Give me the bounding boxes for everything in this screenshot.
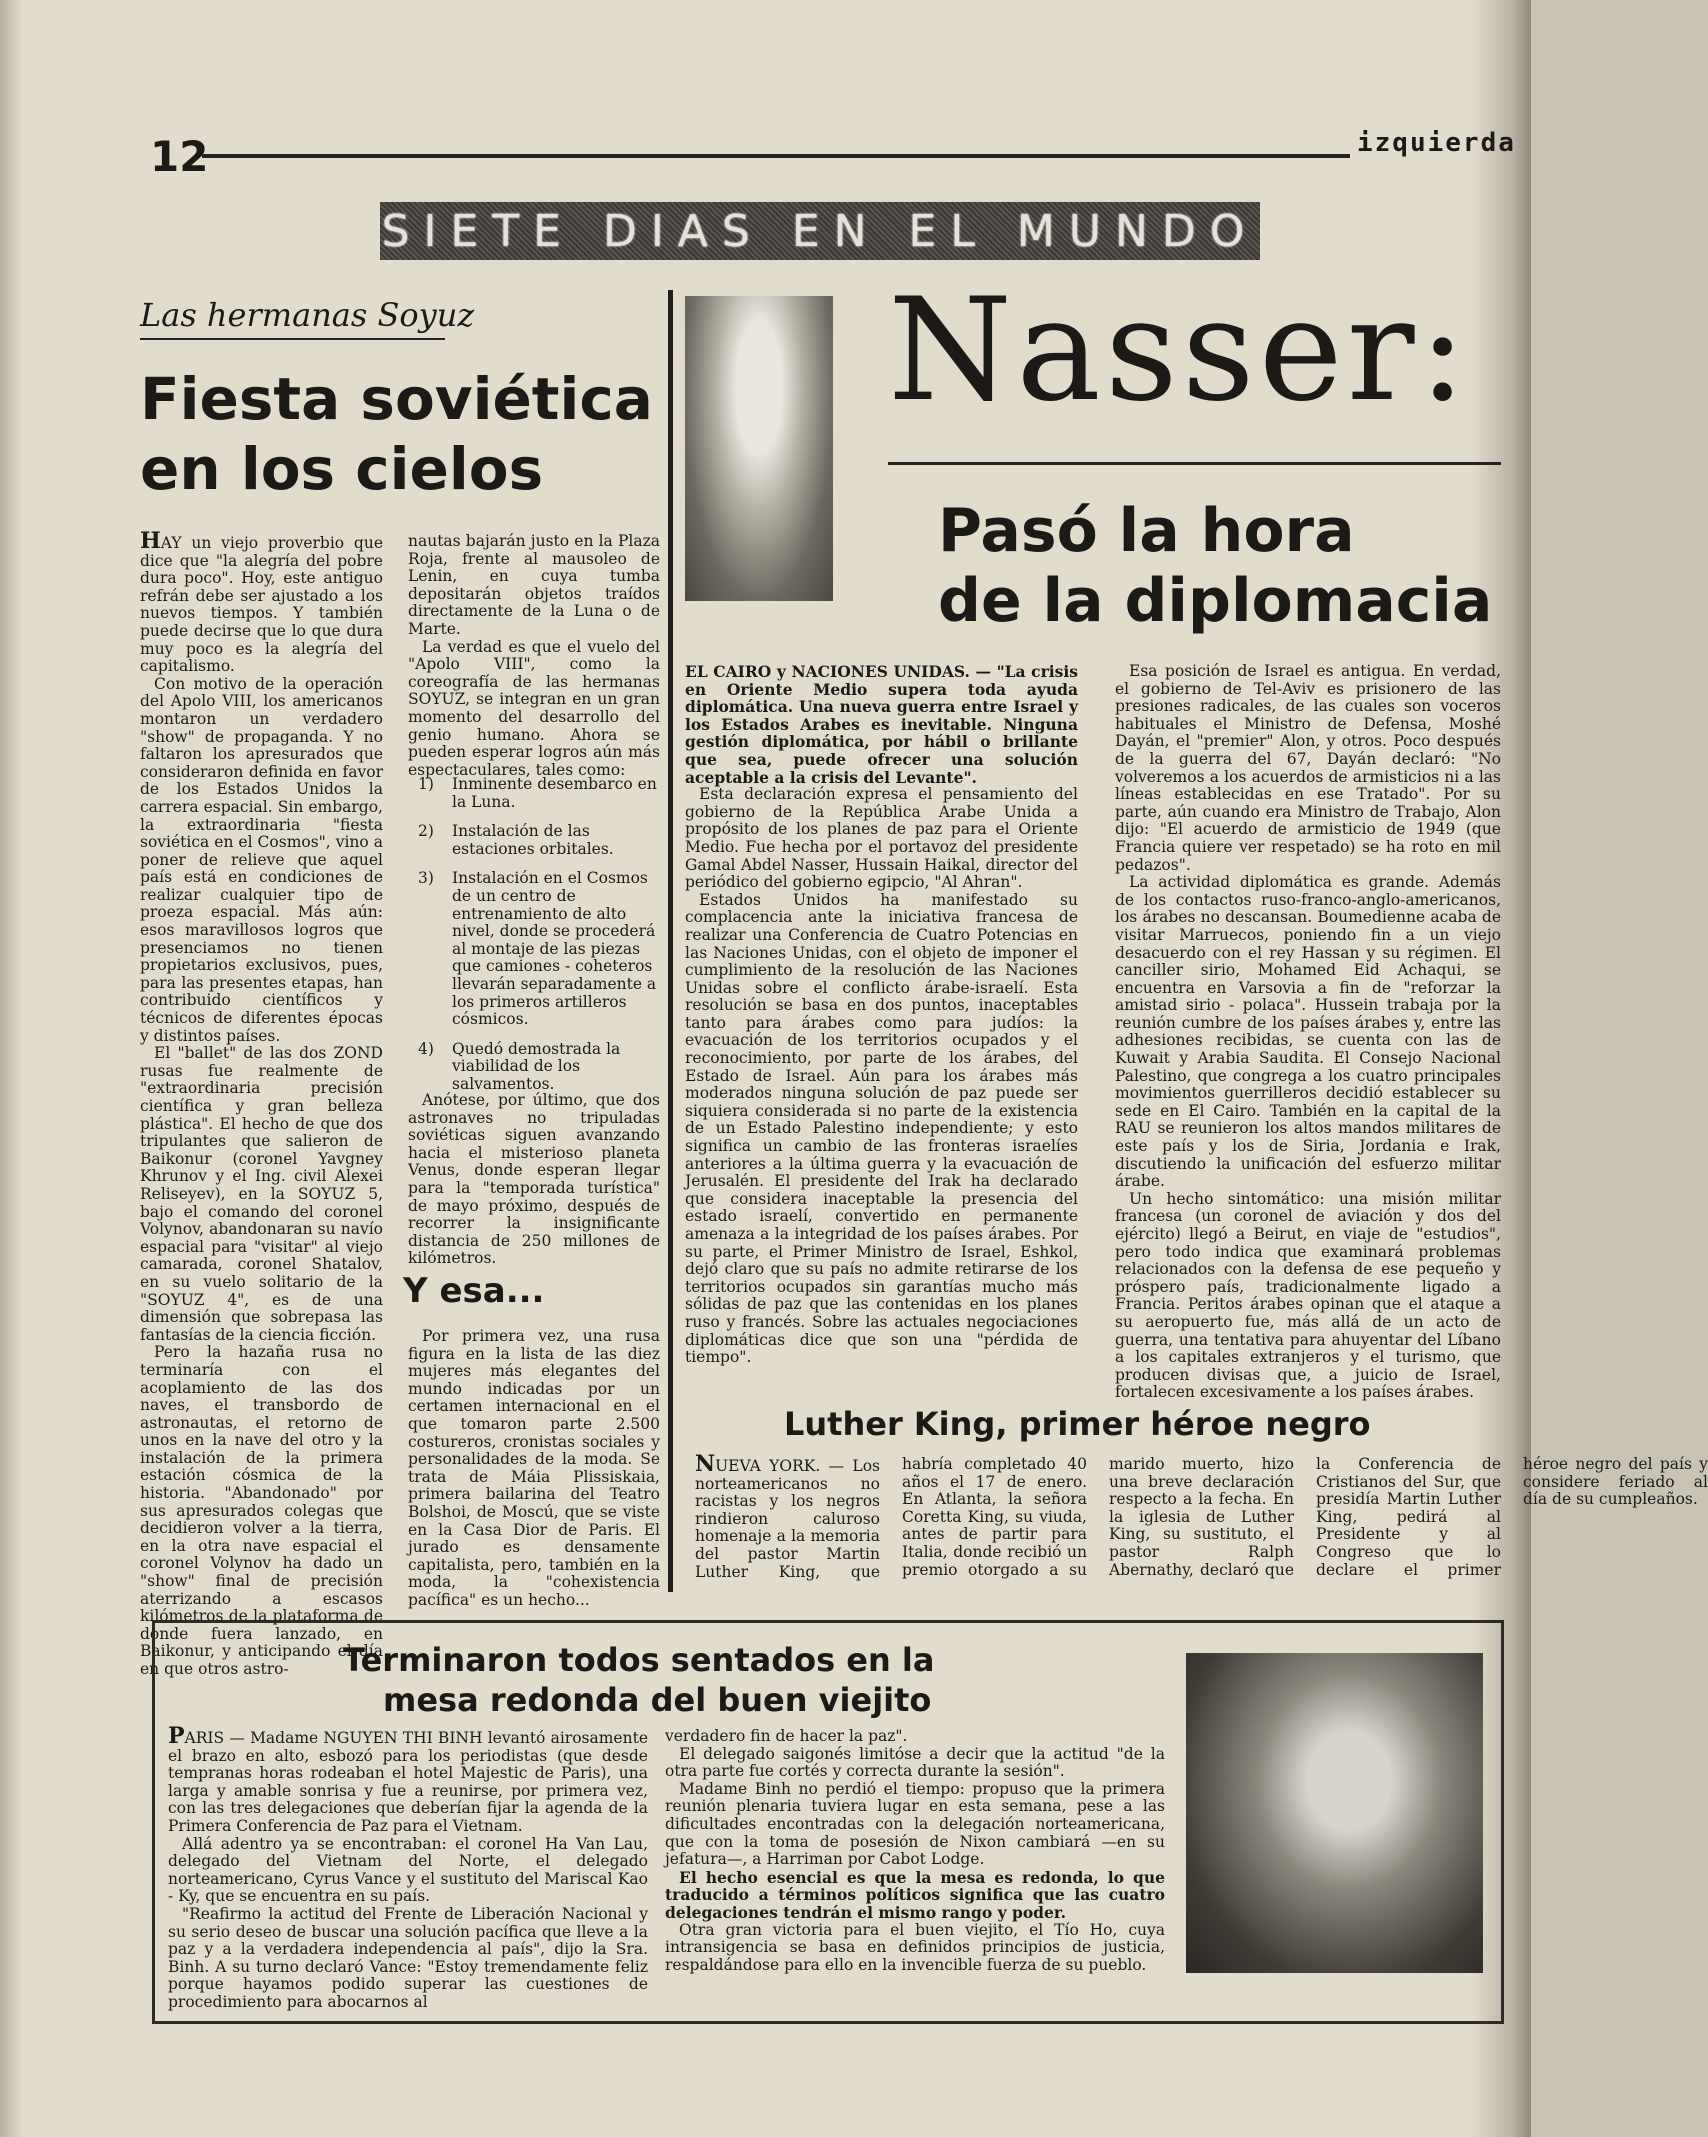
soyuz-title-line1: Fiesta soviética — [140, 365, 653, 433]
nasser-paragraph: Esa posición de Israel es antigua. En verdad, el gobierno de Tel-Aviv es prisionero de las presiones radicales, de las cuales son voceros habituales el Ministro de Defensa, Moshé Dayán, el "premier" Alon, y otros. Poco después de la guerra del 67, Dayán declaró: "No volveremos a los acuerdos de armisticios ni a las líneas establecidas en ese Tratado". Por su parte, aún cuando era Ministro de Trabajo, Alon dijo: "El acuerdo de armisticio de 1949 (que Francia quiere ver respetado) se ha roto en mil pedazos". — [1115, 662, 1501, 874]
list-item-number: 4) — [418, 1039, 434, 1058]
nasser-column-2 — [1115, 663, 1501, 1403]
luther-dropcap: N — [695, 1451, 716, 1477]
list-item — [418, 870, 660, 1028]
soyuz-paragraph: Pero la hazaña rusa no terminaría con el acoplamiento de las dos naves, el transbordo de astronautas, el retorno de unos en la nave del otro y la instalación de la primera estación cósmica de la historia. "Abandonado" por sus apresurados colegas que decidieron volver a la tierra, en la otra nave espacial el coronel Volynov ha dado un "show" final de precisión aterrizando a escasos kilómetros de la plataforma de donde fuera lanzado, en Baikonur, y anticipando el día en que otros astro- — [140, 1343, 383, 1678]
yesa-title: Y esa... — [403, 1271, 545, 1311]
list-item — [418, 823, 660, 858]
list-item-text: Instalación de las estaciones orbitales. — [452, 822, 614, 858]
nasser-title: Nasser: — [888, 268, 1471, 433]
list-item-text: Inminente desembarco en la Luna. — [452, 775, 657, 811]
nasser-paragraph: La actividad diplomática es grande. Además de los contactos ruso-franco-anglo-americanos, los árabes no descansan. Boumedienne acaba de visitar Marruecos, poniendo fin a un viejo desacuerdo con el rey Hassan y su régimen. El canciller sirio, Mohamed Eid Achaqui, se encuentra en Varsovia a fin de "reforzar la amistad sirio - polaca". Hussein trabaja por la reunión cumbre de los países árabes y, entre las adhesiones recibidas, se cuenta con las de Kuwait y Arabia Saudita. El Consejo Nacional Palestino, que congrega a los cuatro principales movimientos guerrilleros decidió establecer su sede en El Cairo. También en la capital de la RAU se reunieron los altos mandos militares de este país y los de Siria, Jordania e Irak, discutiendo la unificación del esfuerzo militar árabe. — [1115, 873, 1501, 1191]
soyuz-paragraph: La verdad es que el vuelo del "Apolo VIII", como la coreografía de las hermanas SOYUZ, se integran en un gran momento del desarrollo del genio humano. Ahora se pueden esperar logros aún más espectaculares, tales como: — [408, 637, 660, 779]
page-left-edge — [0, 0, 22, 2137]
yesa-body: Por primera vez, una rusa figura en la lista de las diez mujeres más elegantes del mundo indicadas por un certamen internacional en el que tomaron parte 2.500 costureros, cronistas sociales y personalidades de la moda. Se trata de Máia Plissiskaia, primera bailarina del Teatro Bolshoi, de Moscú, que se viste en la Casa Dior de Paris. El jurado es densamente capitalista, pero, también en la moda, la "cohexistencia pacífica" es un hecho... — [408, 1327, 660, 1609]
dropcap: H — [140, 528, 161, 554]
paris-column-1 — [168, 1723, 648, 2011]
soyuz-prospects-list — [418, 776, 660, 1106]
header-rule — [202, 154, 1350, 158]
soyuz-paragraph: HAY un viejo proverbio que dice que "la alegría del pobre dura poco". Hoy, este antiguo refrán debe ser ajustado a los nuevos tiempos. Y también puede decirse que lo que dura muy poco es la alegría del capitalismo. — [140, 528, 383, 676]
paris-paragraph: verdadero fin de hacer la paz". — [665, 1727, 908, 1745]
nasser-paragraph: Esta declaración expresa el pensamiento del gobierno de la República Arabe Unida a propósito de los planes de paz para el Oriente Medio. Fue hecha por el portavoz del presidente Gamal Abdel Nasser, Hussain Haikal, director del periódico del gobierno egipcio, "Al Ahran". — [685, 785, 1078, 892]
nasser-subtitle-line2: de la diplomacia — [938, 566, 1493, 636]
nasser-photo — [685, 296, 833, 601]
section-banner — [380, 202, 1260, 260]
list-item-number: 1) — [418, 775, 434, 793]
ho-chi-minh-photo — [1186, 1653, 1483, 1973]
nasser-paragraph: Un hecho sintomático: una misión militar francesa (un coronel de aviación y dos del ejército) llegó a Beirut, en viaje de "estudios", pero todo indica que examinará problemas relacionados con la defensa de ese pequeño y próspero país, tradicionalmente ligado a Francia. Peritos árabes opinan que el ataque a su aeropuerto fue, más allá de un acto de guerra, una tentativa para ahuyentar del Líbano a los capitales extranjeros y el turismo, que producen divisas que, a juicio de Israel, fortalecen excesivamente a los países árabes. — [1115, 1189, 1501, 1402]
luther-title: Luther King, primer héroe negro — [784, 1405, 1371, 1443]
soyuz-paragraph: Con motivo de la operación del Apolo VIII, los americanos montaron un verdadero "show" de propaganda. Y no faltaron los apresurados que consideraron definida en favor de los Estados Unidos la carrera espacial. Sin embargo, la extraordinaria "fiesta soviética en el Cosmos", vino a poner de relieve que aquel país está en condiciones de realizar cualquier tipo de proeza espacial. Más aún: esos maravillosos logros que presenciamos no tienen propietarios exclusivos, pues, para las presentes etapas, han contribuido científicos y técnicos de diferentes épocas y distintos países. — [140, 674, 383, 1045]
soyuz-title-line2: en los cielos — [140, 435, 544, 503]
brand-name: izquierda — [1357, 128, 1516, 158]
paris-title-line2: mesa redonda del buen viejito — [383, 1681, 932, 1719]
list-item-text: Quedó demostrada la viabilidad de los salvamentos. — [452, 1039, 621, 1093]
soyuz-column-2-outro: Anótese, por último, que dos astronaves no tripuladas soviéticas siguen avanzando hacia el misterioso planeta Venus, donde esperan llegar para la "temporada turística" de mayo próximo, después de recorrer la insignificante distancia de 250 millones de kilómetros. — [408, 1091, 660, 1268]
list-item — [418, 776, 660, 811]
paris-paragraph: Madame Binh no perdió el tiempo: propuso que la primera reunión plenaria tuviera lugar en esta semana, pese a las dificultades encontradas con la delegación norteamericana, que con la toma de posesión de Nixon cambiará —en su jefatura—, a Harriman por Cabot Lodge. — [665, 1779, 1165, 1869]
paris-paragraph: Otra gran victoria para el buen viejito, el Tío Ho, cuya intransigencia se basa en definidos principios de justicia, respaldándose para ello en la invencible fuerza de su pueblo. — [665, 1920, 1165, 1974]
luther-body: NUEVA YORK. — Los norteamericanos no racistas y los negros rindieron caluroso homenaje a la memoria del pastor Martin Luther King, que habría completado 40 años el 17 de enero. En Atlanta, la señora Coretta King, su viuda, antes de partir para Italia, donde recibió un premio otorgado a su marido muerto, hizo una breve declaración respecto a la fecha. En la iglesia de Luther King, su sustituto, el pastor Ralph Abernathy, declaró que la Conferencia de Cristianos del Sur, que presidía Martin Luther King, pedirá al Presidente y al Congreso que lo declare el primer héroe negro del país y considere feriado al día de su cumpleaños. — [695, 1451, 1708, 1581]
paris-paragraph: El hecho esencial es que la mesa es redonda, lo que traducido a términos políticos significa que las cuatro delegaciones tendrán el mismo rango y poder. — [665, 1867, 1165, 1922]
list-item — [418, 1041, 660, 1094]
list-item-text: Instalación en el Cosmos de un centro de entrenamiento de alto nivel, donde se procederá al montaje de las piezas que camiones - coheteros llevarán separadamente a los primeros artilleros cósmicos. — [452, 869, 657, 1029]
nasser-subtitle-line1: Pasó la hora — [938, 496, 1355, 566]
paris-paragraph: Allá adentro ya se encontraban: el coronel Ha Van Lau, delegado del Vietnam del Norte, el delegado norteamericano, Cyrus Vance y el sustituto del Mariscal Kao - Ky, que se encuentra en su país. — [168, 1834, 648, 1906]
nasser-title-rule — [888, 462, 1501, 465]
soyuz-column-1 — [140, 528, 383, 1678]
section-banner-text: SIETE DIAS EN EL MUNDO — [381, 205, 1259, 257]
paris-column-2 — [665, 1728, 1165, 2006]
paris-paragraph: "Reafirmo la actitud del Frente de Liberación Nacional y su serio deseo de buscar una solución pacífica que lleve a la paz y a la verdadera independencia al país", dijo la Sra. Binh. A su turno declaró Vance: "Estoy tremendamente feliz porque hayamos podido superar las cuestiones de procedimiento para abocarnos al — [168, 1904, 648, 2011]
list-item-number: 3) — [418, 869, 434, 888]
column-divider — [668, 290, 673, 1592]
dropcap: P — [168, 1723, 185, 1749]
soyuz-paragraph: nautas bajarán justo en la Plaza Roja, frente al mausoleo de Lenin, en cuya tumba depositarán objetos traídos directamente de la Luna o de Marte. — [408, 532, 660, 638]
soyuz-paragraph: El "ballet" de las dos ZOND rusas fue realmente de "extraordinaria precisión científica y gran belleza plástica". El hecho de que dos tripulantes que salieron de Baikonur (coronel Yavgney Khrunov y el Ing. civil Alexei Reliseyev), en la SOYUZ 5, bajo el comando del coronel Volynov, abandonaran su navío espacial para "visitar" al viejo camarada, coronel Shatalov, en su vuelo solitario de la "SOYUZ 4", es de una dimensión que sobrepasa las fantasías de la ciencia ficción. — [140, 1044, 383, 1344]
paris-paragraph: PARIS — Madame NGUYEN THI BINH levantó airosamente el brazo en alto, esbozó para los periodistas (que desde tempranas horas rodeaban el hotel Majestic de Paris), una larga y amable sonrisa y fue a reunirse, por primera vez, con las tres delegaciones que deberían fijar la agenda de la Primera Conferencia de Paz para el Vietnam. — [168, 1723, 648, 1835]
soyuz-kicker: Las hermanas Soyuz — [140, 296, 475, 334]
nasser-paragraph: Estados Unidos ha manifestado su complacencia ante la iniciativa francesa de realizar una Conferencia de Cuatro Potencias en las Naciones Unidas, con el objeto de imponer el cumplimiento de la resolución de las Naciones Unidas sobre el conflicto árabe-israelí. Esta resolución se basa en dos puntos, inaceptables tanto para árabes como para judíos: la evacuación de los territorios ocupados y el reconocimiento, por parte de los árabes, del Estado de Israel. Aún para los árabes más moderados ninguna solución de paz puede ser siquiera considerada si no parte de la existencia de un Estado Palestino independiente; y esto significa un cambio de las fronteras israelíes anteriores a la última guerra y la evacuación de Jerusalén. El presidente del Irak ha declarado que considera inaceptable la presencia del estado israelí, convertido en permanente amenaza a la integridad de los países árabes. Por su parte, el Primer Ministro de Israel, Eshkol, dejó claro que su país no admite retirarse de los territorios ocupados sin garantías mucho más sólidas de paz que las contenidas en los planes ruso y francés. Sobre las actuales negociaciones diplomáticas dice que son una "pérdida de tiempo". — [685, 890, 1078, 1367]
paris-title-line1: Terminaron todos sentados en la — [343, 1641, 935, 1679]
nasser-column-1 — [685, 663, 1078, 1403]
page-number: 12 — [150, 132, 209, 181]
soyuz-column-2-intro — [408, 532, 660, 779]
kicker-rule — [140, 338, 445, 340]
nasser-lead: EL CAIRO y NACIONES UNIDAS. — "La crisis en Oriente Medio supera toda ayuda diplomática. Una nueva guerra entre Israel y los Estados Arabes es inevitable. Ninguna gestión diplomática, por hábil o brillante que sea, puede ofrecer una solución aceptable a la crisis del Levante". — [685, 662, 1078, 787]
paris-paragraph: El delegado saigonés limitóse a decir que la actitud "de la otra parte fue cortés y correcta durante la sesión". — [665, 1744, 1165, 1781]
list-item-number: 2) — [418, 822, 434, 841]
